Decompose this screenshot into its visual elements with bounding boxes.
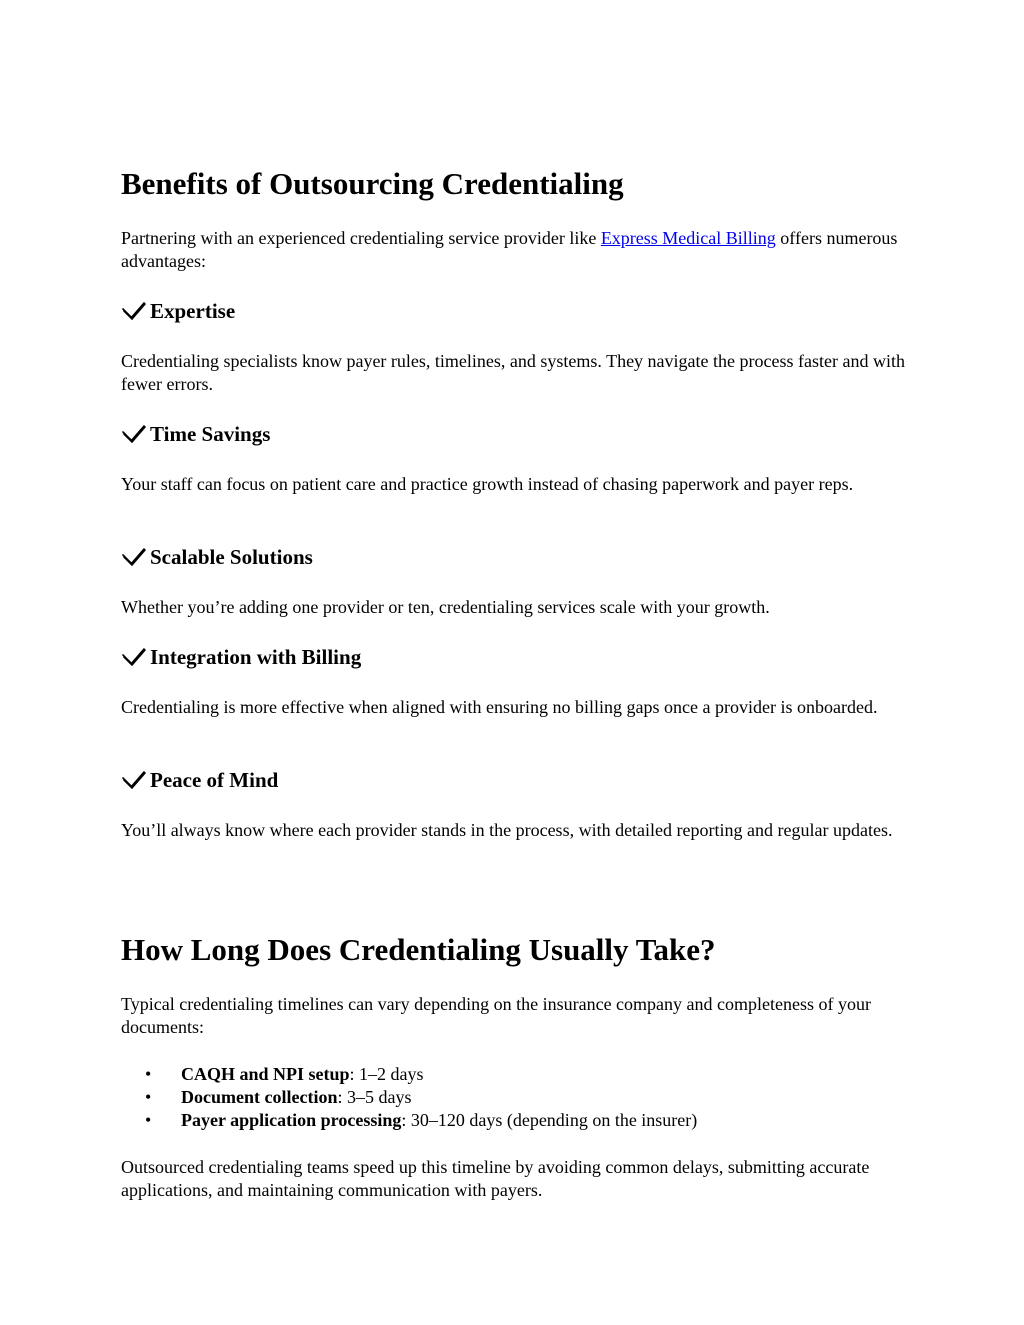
- intro-text-before: Partnering with an experienced credentialing service provider like: [121, 228, 601, 248]
- list-item: [121, 1086, 911, 1109]
- check-mark-icon: [121, 299, 147, 323]
- bullet-icon: •: [145, 1087, 152, 1107]
- benefit-text-integration-with-billing: Credentialing is more effective when aligned with ensuring no billing gaps once a provider is onboarded.: [121, 697, 878, 717]
- express-medical-billing-link[interactable]: Express Medical Billing: [600, 228, 776, 248]
- list-item-label: CAQH and NPI setup: [181, 1064, 350, 1084]
- benefit-heading-text: Expertise: [150, 299, 236, 323]
- benefit-text-scalable-solutions: Whether you’re adding one provider or ten, credentialing services scale with your growth.: [121, 597, 770, 617]
- check-mark-icon: [121, 545, 147, 569]
- benefits-intro: [121, 227, 911, 273]
- list-item-label: Document collection: [181, 1087, 338, 1107]
- benefit-heading-integration-with-billing: [121, 644, 361, 670]
- benefit-heading-peace-of-mind: [121, 767, 278, 793]
- benefit-heading-text: Integration with Billing: [150, 645, 362, 669]
- benefit-heading-text: Time Savings: [150, 422, 271, 446]
- list-item-value: : 1–2 days: [349, 1064, 424, 1084]
- benefit-heading-text: Scalable Solutions: [150, 545, 313, 569]
- list-item-value: : 30–120 days (depending on the insurer): [401, 1110, 698, 1130]
- benefit-heading-expertise: [121, 298, 235, 324]
- benefit-heading-time-savings: [121, 421, 270, 447]
- list-item: [121, 1063, 911, 1086]
- check-mark-icon: [121, 422, 147, 446]
- list-item-label: Payer application processing: [181, 1110, 402, 1130]
- bullet-icon: •: [145, 1110, 152, 1130]
- timeline-intro: Typical credentialing timelines can vary depending on the insurance company and completeness of your documents:: [121, 994, 871, 1037]
- benefit-text-time-savings: Your staff can focus on patient care and practice growth instead of chasing paperwork and payer reps.: [121, 474, 854, 494]
- benefit-heading-text: Peace of Mind: [150, 768, 279, 792]
- check-mark-icon: [121, 768, 147, 792]
- benefit-text-expertise: Credentialing specialists know payer rules, timelines, and systems. They navigate the process faster and with fewer errors.: [121, 351, 905, 394]
- section-title-timeline: How Long Does Credentialing Usually Take?: [121, 932, 716, 967]
- section-title-benefits: Benefits of Outsourcing Credentialing: [121, 166, 624, 201]
- benefit-heading-scalable-solutions: [121, 544, 313, 570]
- intro-text-after: offers numerous advantages:: [121, 228, 898, 271]
- check-mark-icon: [121, 645, 147, 669]
- list-item: [121, 1109, 911, 1132]
- timeline-closing: Outsourced credentialing teams speed up this timeline by avoiding common delays, submitting accurate applications, and maintaining communication with payers.: [121, 1157, 870, 1200]
- timeline-list: [121, 1063, 911, 1132]
- bullet-icon: •: [145, 1064, 152, 1084]
- benefit-text-peace-of-mind: You’ll always know where each provider stands in the process, with detailed reporting and regular updates.: [121, 820, 893, 840]
- list-item-value: : 3–5 days: [337, 1087, 412, 1107]
